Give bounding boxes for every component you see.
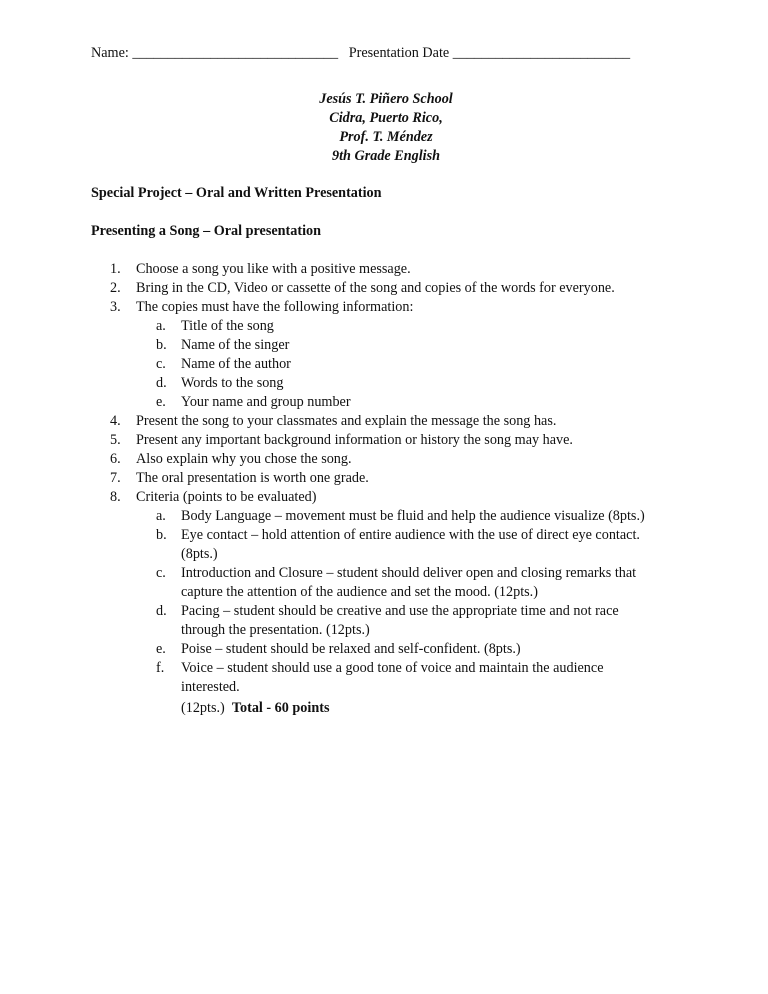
sub-item-letter: f. [156,660,165,676]
sub-list-item [156,374,691,393]
sub-item-letter: a. [156,318,166,334]
sub-item-letter: a. [156,508,166,524]
sub-item-text: Voice – student should use a good tone of voice and maintain the audience [181,660,604,676]
name-label: Name: [91,45,129,61]
item-text: The oral presentation is worth one grade. [136,470,369,486]
criteria-item [156,640,691,659]
sub-item-text: Words to the song [181,375,284,391]
list-item [91,488,691,507]
sub-item-letter: d. [156,603,167,619]
item-number: 3. [110,299,121,315]
sub-item-text: Your name and group number [181,394,351,410]
list-item [91,279,691,298]
item-text: Choose a song you like with a positive message. [136,261,411,277]
criteria-continuation: through the presentation. (12pts.) [181,622,370,638]
item-text: Criteria (points to be evaluated) [136,489,317,505]
school-location: Cidra, Puerto Rico, [329,110,443,126]
criteria-item [156,659,691,678]
project-title: Special Project – Oral and Written Presentation [91,185,382,201]
teacher-name: Prof. T. Méndez [339,129,433,145]
instruction-list [91,260,691,718]
list-item [91,450,691,469]
total-line [181,699,691,718]
item-text: Also explain why you chose the song. [136,451,352,467]
school-name: Jesús T. Piñero School [319,91,453,107]
item-number: 6. [110,451,121,467]
school-block [0,90,768,166]
criteria-item [156,602,691,621]
list-item [91,469,691,488]
presentation-date-label: Presentation Date [348,45,450,61]
points-value: (12pts.) [181,700,225,716]
item-text: The copies must have the following information: [136,299,414,315]
sub-list-item [156,317,691,336]
sub-list-item [156,336,691,355]
sub-list-item [156,355,691,374]
criteria-continuation: (8pts.) [181,546,218,562]
sub-item-letter: b. [156,337,167,353]
sub-item-text: Introduction and Closure – student should deliver open and closing remarks that [181,565,637,581]
criteria-item [156,507,691,526]
sub-item-text: Name of the author [181,356,291,372]
header-line [91,44,630,63]
sub-item-text: Poise – student should be relaxed and self-confident. (8pts.) [181,641,521,657]
sub-item-letter: e. [156,394,166,410]
sub-item-text: Eye contact – hold attention of entire audience with the use of direct eye contact. [181,527,640,543]
item-text: Present any important background information or history the song may have. [136,432,573,448]
section-title: Presenting a Song – Oral presentation [91,223,322,239]
presentation-date-blank: _________________________ [452,45,631,61]
item-number: 1. [110,261,121,277]
item-text: Present the song to your classmates and explain the message the song has. [136,413,557,429]
sub-item-letter: b. [156,527,167,543]
list-item [91,260,691,279]
item-text: Bring in the CD, Video or cassette of the song and copies of the words for everyone. [136,280,615,296]
sub-item-text: Pacing – student should be creative and use the appropriate time and not race [181,603,619,619]
total-points: Total - 60 points [231,700,330,716]
item-number: 5. [110,432,121,448]
list-item [91,412,691,431]
sub-item-text: Body Language – movement must be fluid and help the audience visualize (8pts.) [181,508,645,524]
sub-item-letter: c. [156,356,166,372]
sub-item-letter: d. [156,375,167,391]
sub-list-item [156,393,691,412]
name-blank: _____________________________ [132,45,339,61]
item-number: 4. [110,413,121,429]
criteria-continuation: interested. [181,679,240,695]
item-number: 7. [110,470,121,486]
list-item [91,431,691,450]
criteria-item [156,564,691,583]
sub-item-letter: e. [156,641,166,657]
sub-item-text: Name of the singer [181,337,290,353]
sub-item-text: Title of the song [181,318,274,334]
list-item [91,298,691,317]
grade-course: 9th Grade English [331,148,440,164]
sub-item-letter: c. [156,565,166,581]
criteria-item [156,526,691,545]
item-number: 2. [110,280,121,296]
criteria-continuation: capture the attention of the audience and set the mood. (12pts.) [181,584,538,600]
item-number: 8. [110,489,121,505]
